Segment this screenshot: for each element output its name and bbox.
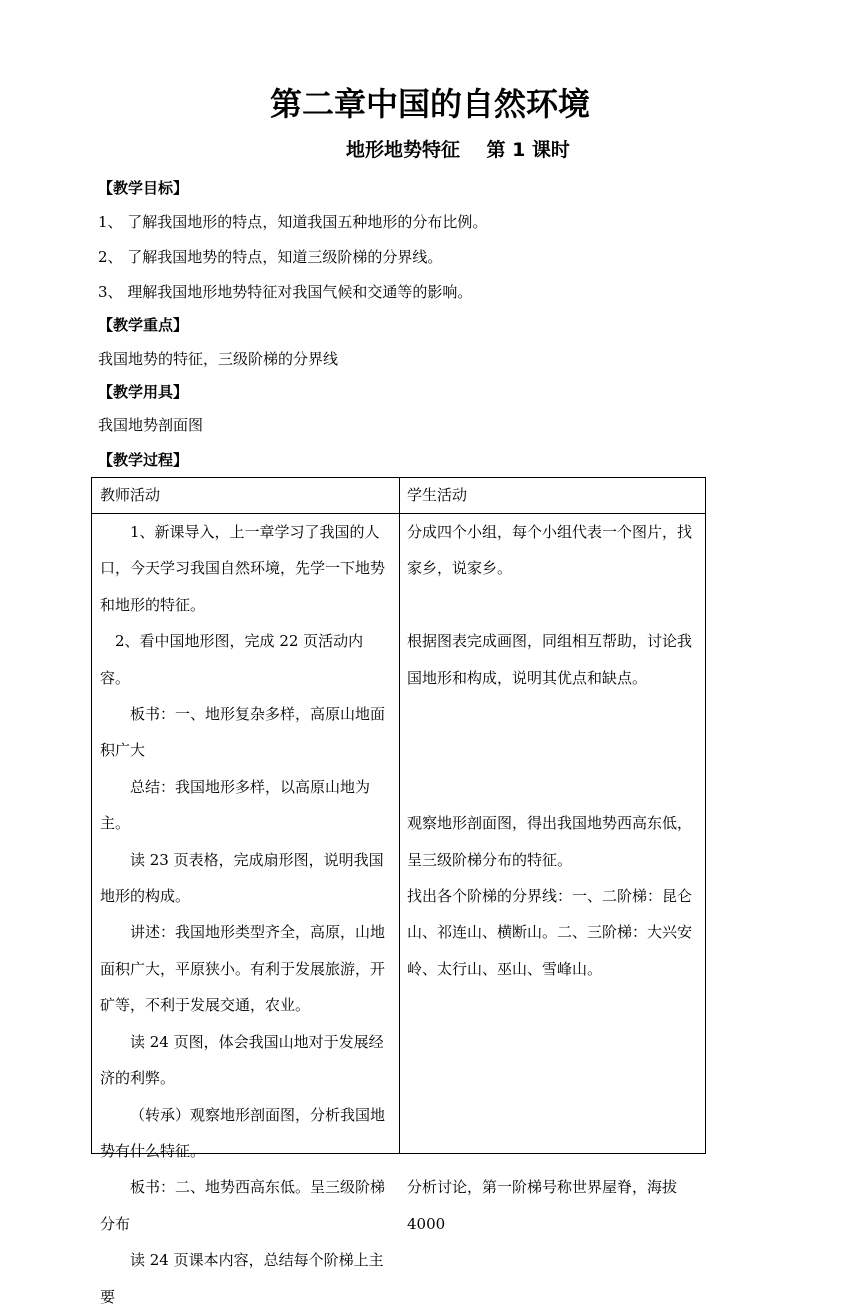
teacher-paragraph: 板书：一、地形复杂多样，高原山地面积广大	[100, 705, 386, 760]
teacher-paragraph: 讲述：我国地形类型齐全，高原，山地面积广大，平原狭小。有利于发展旅游，开矿等，不利于发展交通，农业。	[100, 923, 386, 1015]
chapter-title: 第二章中国的自然环境	[269, 85, 590, 123]
student-paragraph: 根据图表完成画图，同组相互帮助，讨论我国地形和构成，说明其优点和缺点。	[407, 632, 693, 687]
teacher-paragraph: 2、看中国地形图，完成 22 页活动内容。	[100, 632, 364, 687]
tools-text: 我国地势剖面图	[98, 416, 204, 434]
objective-item: 2、 了解我国地势的特点，知道三级阶梯的分界线。	[98, 248, 443, 266]
tools-heading: 【教学用具】	[98, 383, 189, 401]
objective-item: 3、 理解我国地形地势特征对我国气候和交通等的影响。	[98, 283, 473, 301]
process-heading: 【教学过程】	[98, 451, 189, 469]
student-paragraph: 观察地形剖面图，得出我国地势西高东低，呈三级阶梯分布的特征。	[407, 814, 693, 869]
teacher-paragraph: 读 24 页图，体会我国山地对于发展经济的利弊。	[100, 1032, 384, 1088]
teacher-paragraph: 总结：我国地形多样，以高原山地为主。	[100, 777, 371, 833]
key-points-heading: 【教学重点】	[98, 316, 189, 334]
column-divider	[399, 478, 400, 1153]
teacher-activities-cell	[100, 514, 392, 1315]
teacher-paragraph: 读 24 页课本内容，总结每个阶梯上主要	[100, 1251, 384, 1306]
teacher-column-header: 教师活动	[100, 486, 161, 504]
student-paragraph: 找出各个阶梯的分界线：一、二阶梯：昆仑山、祁连山、横断山。二、三阶梯：大兴安岭、太行山、巫山、雪峰山。	[407, 887, 693, 978]
teacher-paragraph: 1、新课导入，上一章学习了我国的人口，今天学习我国自然环境，先学一下地势和地形的特征。	[100, 523, 386, 614]
student-paragraph: 分析讨论，第一阶梯号称世界屋脊，海拔 4000	[407, 1178, 678, 1233]
teacher-paragraph: 板书：二、地势西高东低。呈三级阶梯分布	[100, 1178, 386, 1233]
student-activities-cell	[407, 514, 699, 1242]
student-column-header: 学生活动	[407, 486, 468, 504]
teacher-paragraph: （转承）观察地形剖面图，分析我国地势有什么特征。	[100, 1105, 386, 1160]
key-points-text: 我国地势的特征，三级阶梯的分界线	[98, 350, 339, 368]
teacher-paragraph: 读 23 页表格，完成扇形图，说明我国地形的构成。	[100, 850, 384, 906]
objective-item: 1、 了解我国地形的特点，知道我国五种地形的分布比例。	[98, 213, 488, 231]
process-table	[91, 477, 706, 1306]
objectives-heading: 【教学目标】	[98, 179, 189, 197]
lesson-subtitle: 地形地势特征 第 1 课时	[346, 139, 570, 161]
student-paragraph: 分成四个小组，每个小组代表一个图片，找家乡，说家乡。	[407, 523, 693, 578]
